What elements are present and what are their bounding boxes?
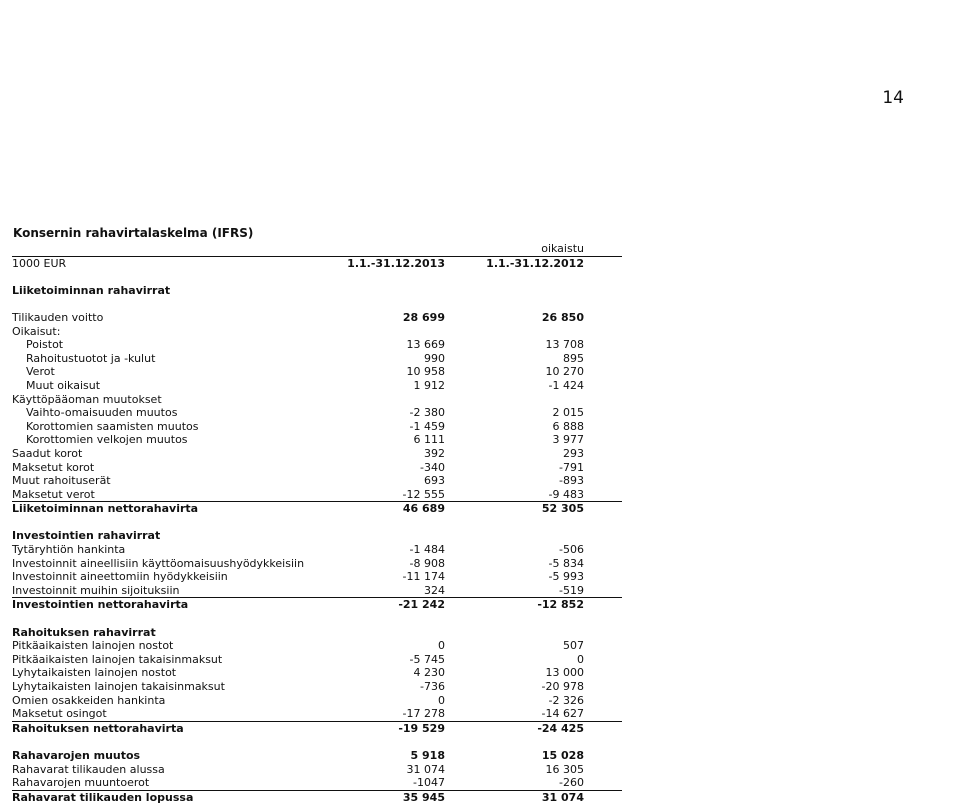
table-row [12,325,622,339]
row-label: Pitkäaikaisten lainojen nostot [12,639,174,653]
value-2012: 31 074 [541,790,584,804]
table-row [12,256,622,271]
value-2013: -8 908 [409,556,445,570]
value-2013: 990 [424,351,445,365]
value-2012: 16 305 [545,762,584,776]
table-row [12,598,622,612]
row-label: Rahoituksen nettorahavirta [12,721,184,735]
value-2012: -12 852 [537,598,584,612]
value-2012: -20 978 [541,680,584,693]
value-2013: -340 [420,460,445,474]
value-2013: -5 745 [409,652,445,666]
value-2012: 6 888 [552,419,584,433]
value-2012: 13 708 [545,338,584,352]
table-row [12,352,622,366]
table-row [12,488,622,503]
value-2012: 13 000 [545,666,584,680]
row-label: Muut oikaisut [26,378,101,392]
value-2013: 0 [438,693,445,707]
value-2012: -24 425 [537,721,584,735]
value-2013: -12 555 [402,487,445,501]
row-label: Lyhytaikaisten lainojen nostot [12,666,177,680]
value-2012: 15 028 [541,748,584,762]
table-row [12,420,622,434]
value-2012: -791 [559,460,584,474]
row-label: Saadut korot [12,446,83,460]
row-label: Investointien nettorahavirta [12,598,189,612]
row-label: Maksetut osingot [12,707,107,721]
table-row [12,749,622,763]
value-2013: -2 380 [409,406,445,420]
row-label: Rahoituksen rahavirrat [12,625,156,639]
page-number: 14 [882,88,904,108]
table-row [12,543,622,557]
row-label: Korottomien saamisten muutos [26,419,199,433]
table-row [12,666,622,680]
value-2012: 26 850 [541,310,584,324]
table-row [12,680,622,694]
row-label: Rahoitustuotot ja -kulut [26,351,156,365]
table-row [12,516,622,530]
value-2013: -1 459 [409,419,445,433]
value-2013: 324 [424,583,445,597]
value-2013: 31 074 [406,762,445,776]
table-row [12,433,622,447]
table-row [12,612,622,626]
row-label: Investoinnit aineettomiin hyödykkeisiin [12,570,228,584]
value-2012: 1.1.-31.12.2012 [486,256,584,270]
table-row [12,626,622,640]
row-label: Liiketoiminnan nettorahavirta [12,502,199,516]
table-row [12,694,622,708]
value-2013: 35 945 [402,790,445,804]
table-row [12,393,622,407]
row-label: Pitkäaikaisten lainojen takaisinmaksut [12,652,223,666]
table-row [12,338,622,352]
row-label: Maksetut verot [12,487,95,501]
table-row [12,502,622,516]
row-label: 1000 EUR [12,256,67,270]
value-2013: -11 174 [402,570,445,584]
value-2013: -1 484 [409,543,445,557]
value-2012: 507 [563,639,584,653]
value-2012: -260 [559,776,584,790]
value-2013: -17 278 [402,707,445,721]
value-2013: 1 912 [413,378,445,392]
value-2013: 6 111 [413,433,445,447]
value-2013: 13 669 [406,338,445,352]
value-2012: -893 [559,474,584,488]
row-label: Rahavarojen muutos [12,748,141,762]
table-row [12,406,622,420]
value-2012: 52 305 [541,502,584,516]
value-2012: -2 326 [548,693,584,707]
table-row [12,776,622,791]
row-label: Investoinnit muihin sijoituksiin [12,583,180,597]
value-2012: 0 [577,652,584,666]
row-label: Korottomien velkojen muutos [26,433,188,447]
value-2013: 46 689 [402,502,445,516]
table-row [12,284,622,298]
row-label: Rahavarat tilikauden lopussa [12,790,194,804]
table-row [12,365,622,379]
value-2012: -5 834 [548,556,584,570]
table-row [12,529,622,543]
table-row [12,311,622,325]
table-row [12,722,622,736]
value-2013: 693 [424,474,445,488]
value-2012: 2 015 [552,406,584,420]
row-label: Lyhytaikaisten lainojen takaisinmaksut [12,680,225,693]
row-label: Käyttöpääoman muutokset [12,392,162,406]
row-label: Tytäryhtiön hankinta [12,543,126,557]
row-label: Investoinnit aineellisiin käyttöomaisuushyödykkeisiin [12,556,305,570]
table-row [12,570,622,584]
value-2012: -519 [559,583,584,597]
value-2013: 4 230 [413,666,445,680]
value-2013: -21 242 [398,598,445,612]
table-row [12,270,622,284]
table-row [12,763,622,777]
row-label: Tilikauden voitto [12,310,104,324]
value-2012: -1 424 [548,378,584,392]
value-2012: 895 [563,351,584,365]
row-label: Verot [26,365,55,379]
table-row [12,791,622,805]
value-2012: 10 270 [545,365,584,379]
row-label: Oikaisut: [12,324,61,338]
value-2012: oikaistu [541,242,584,255]
row-label: Liiketoiminnan rahavirrat [12,283,171,297]
value-2013: -736 [420,680,445,693]
value-2013: 10 958 [406,365,445,379]
cash-flow-table [12,242,622,804]
table-row [12,653,622,667]
value-2013: 1.1.-31.12.2013 [347,256,445,270]
table-row [12,447,622,461]
table-row [12,297,622,311]
row-label: Vaihto-omaisuuden muutos [26,406,178,420]
value-2013: -1047 [413,776,445,790]
table-row [12,379,622,393]
value-2012: -506 [559,543,584,557]
row-label: Omien osakkeiden hankinta [12,693,166,707]
row-label: Muut rahoituserät [12,474,111,488]
table-row [12,474,622,488]
table-row [12,461,622,475]
table-row [12,557,622,571]
row-label: Poistot [26,338,64,352]
row-label: Investointien rahavirrat [12,529,161,543]
row-label: Rahavarojen muuntoerot [12,776,150,790]
table-row [12,584,622,599]
table-row [12,242,622,256]
value-2012: 3 977 [552,433,584,447]
table-row [12,639,622,653]
value-2013: 0 [438,639,445,653]
value-2012: -9 483 [548,487,584,501]
value-2013: 5 918 [410,748,445,762]
value-2012: -5 993 [548,570,584,584]
table-row [12,707,622,722]
document-title: Konsernin rahavirtalaskelma (IFRS) [13,226,254,240]
row-label: Rahavarat tilikauden alussa [12,762,165,776]
value-2013: 28 699 [402,310,445,324]
value-2013: 392 [424,446,445,460]
value-2013: -19 529 [398,721,445,735]
row-label: Maksetut korot [12,460,95,474]
table-row [12,735,622,749]
value-2012: -14 627 [541,707,584,721]
value-2012: 293 [563,446,584,460]
